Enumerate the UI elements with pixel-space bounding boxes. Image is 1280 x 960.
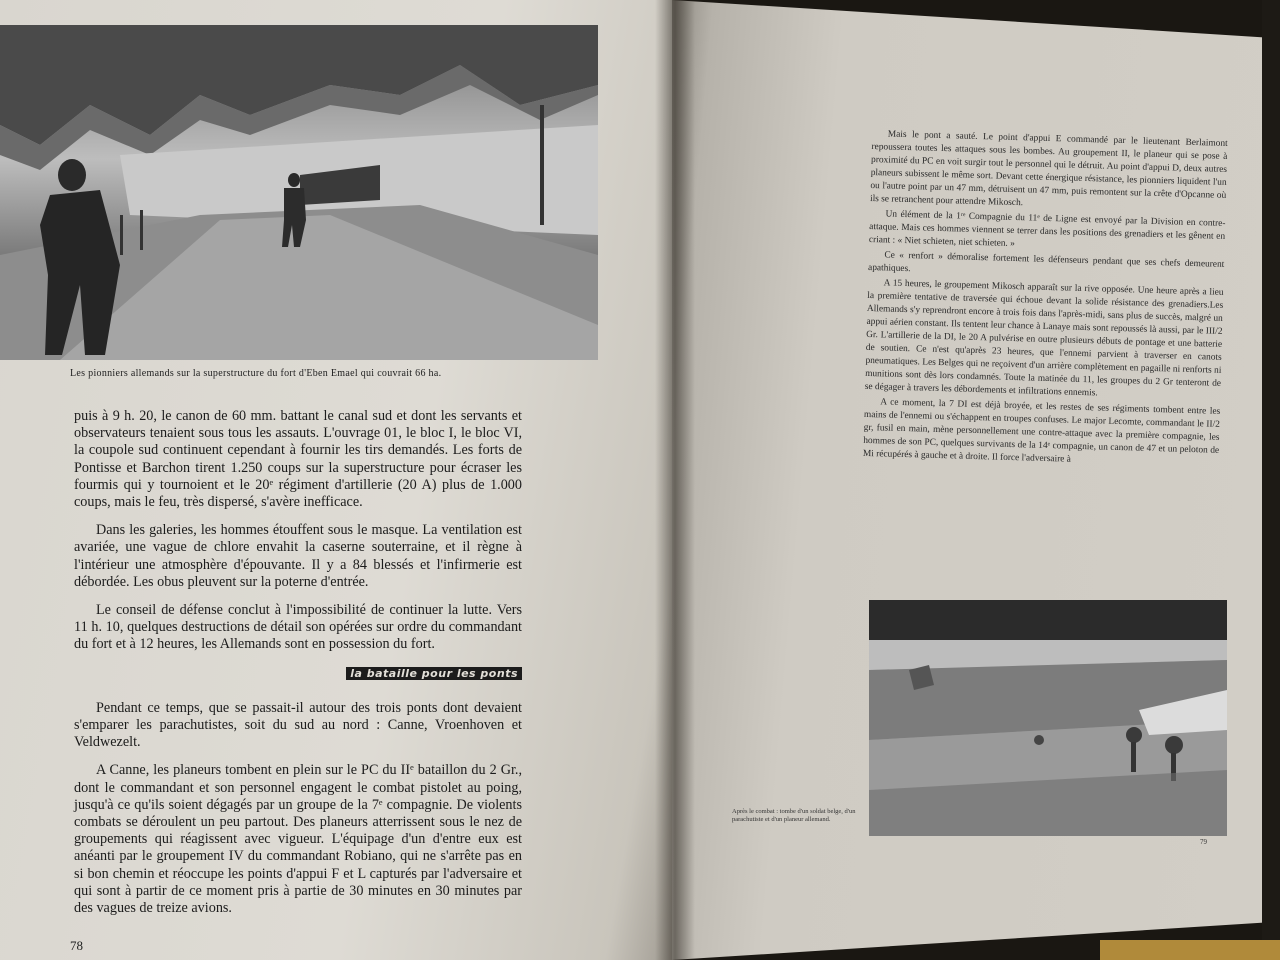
graves-photo-image	[869, 600, 1227, 836]
paragraph: puis à 9 h. 20, le canon de 60 mm. battant le canal sud et dont les servants et observateurs tenaient sous tous les assauts. L'ouvrage 01, le bloc I, le bloc VI, la coupole sud continuent cependant à fournir les tirs demandés. Les forts de Pontisse et Barchon tirent 1.250 coups sur la superstructure pour écraser les fourmis qui y tournoient et le 20ᵉ régiment d'artillerie (20 A) plus de 1.000 coups, mais le feu, très dispersé, s'avère inefficace.	[74, 408, 522, 511]
paragraph: A Canne, les planeurs tombent en plein sur le PC du IIᵉ bataillon du 2 Gr., dont le commandant et son personnel engagent le combat pistolet au poing, jusqu'à ce qu'ils soient dégagés par un groupe de la 7ᵉ compagnie. De violents combats se déroulent un peu partout. Des planeurs atterrissent sous le nez de groupements qui réagissent avec vigueur. L'équipage d'un d'entre eux est anéanti par le groupement IV du commandant Robiano, qui ne s'arrête pas en si bon chemin et réoccupe les points d'appui F et L capturés par l'adversaire et qui sont à partir de ce moment pris à partie de 30 minutes en 30 minutes par des vagues de treize avions.	[74, 762, 522, 917]
paragraph: Pendant ce temps, que se passait-il autour des trois ponts dont devaient s'emparer les parachutistes, soit du sud au nord : Canne, Vroenhoven et Veldwezelt.	[74, 699, 522, 751]
soldiers-photo-image	[0, 25, 598, 360]
paragraph: Ce « renfort » démoralise fortement les défenseurs pendant que ses chefs demeurent apathiques.	[867, 250, 1225, 275]
section-heading	[74, 665, 522, 682]
left-text-column	[74, 408, 522, 928]
paragraph: A 15 heures, le groupement Mikosch apparaît sur la rive opposée. Une heure après a lieu la première tentative de traversée qui échoue devant la solide résistance des grenadiers.Les Allemands s'y reprendront encore à trois fois dans l'après-midi, sans plus de succès, malgré un appui aérien constant. Ils tentent leur chance à Lanaye mais sont repoussés là aussi, par le III/2 Gr. L'artillerie de la DI, le 20 A pulvérise en outre plusieurs débuts de pontage et une batterie de soutien. Ce n'est qu'après 23 heures, que l'ennemi parvient à traverser en canots pneumatiques. Les Belges qui ne reçoivent d'un arrière complètement en pagaille ni renforts ni munitions sont dès lors condamnés. Toute la matinée du 11, les groupes du 2 Gr tenteront de se dégager à travers les débordements et infiltrations ennemis.	[864, 278, 1224, 399]
book-gutter	[655, 0, 695, 960]
photo-caption-top: Les pionniers allemands sur la superstructure du fort d'Eben Emael qui couvrait 66 ha.	[70, 368, 442, 379]
page-number-right: 79	[1200, 838, 1207, 846]
page-number-left: 78	[70, 938, 83, 953]
paragraph: Mais le pont a sauté. Le point d'appui E commandé par le lieutenant Berlaimont repoussera toutes les attaques sous les bombes. Au groupement II, le planeur qui se pose à proximité du PC en voit surgir tout le personnel qui le détruit. Au point d'appui D, deux autres planeurs subissent le même sort. Devant cette énergique résistance, les pionniers liquident l'un ou l'autre point par un 47 mm, détruisent un 47 mm, puis remontent sur la crête d'Opcanne où ils se retranchent pour attendre Mikosch.	[869, 129, 1228, 209]
book-edge	[1262, 0, 1280, 960]
paragraph: Le conseil de défense conclut à l'impossibilité de continuer la lutte. Vers 11 h. 10, quelques destructions de détail son opérées sur ordre du commandant du fort et à 12 heures, les Allemands sont en possession du fort.	[74, 602, 522, 653]
paragraph: A ce moment, la 7 DI est déjà broyée, et les restes de ses régiments tombent entre les mains de l'ennemi ou s'échappent en troupes confuses. Le major Lecomte, commandant le II/2 gr, fusil en main, mène personnellement une contre-attaque avec la première compagnie, les hommes de son PC, quelques survivants de la 14ᵉ compagnie, un canon de 47 et un peloton de Mi récupérés à gauche et à droite. Il force l'adversaire à	[862, 397, 1221, 465]
section-heading-text: la bataille pour les ponts	[346, 667, 522, 680]
paragraph: Un élément de la 1ʳᵉ Compagnie du 11ᵉ de Ligne est envoyé par la Division en contre-attaque. Mais ces hommes viennent se terrer dans les positions des grenadiers et les gênent en criant : « Niet schieten, niet schieten. »	[868, 209, 1226, 250]
graves-photo	[869, 600, 1227, 836]
paragraph: Dans les galeries, les hommes étouffent sous le masque. La ventilation est avariée, une vague de chlore envahit la caserne souterraine, et il règne à l'intérieur une atmosphère d'épouvante. Il y a 84 blessés et l'infirmerie est débordée. Les obus pleuvent sur la poterne d'entrée.	[74, 522, 522, 590]
book-cover-edge	[1100, 940, 1280, 960]
right-text-column	[863, 128, 1228, 473]
photo-caption-bottom: Après le combat : tombe d'un soldat belge, d'un parachutiste et d'un planeur allemand.	[732, 808, 856, 823]
soldiers-photo	[0, 25, 598, 360]
